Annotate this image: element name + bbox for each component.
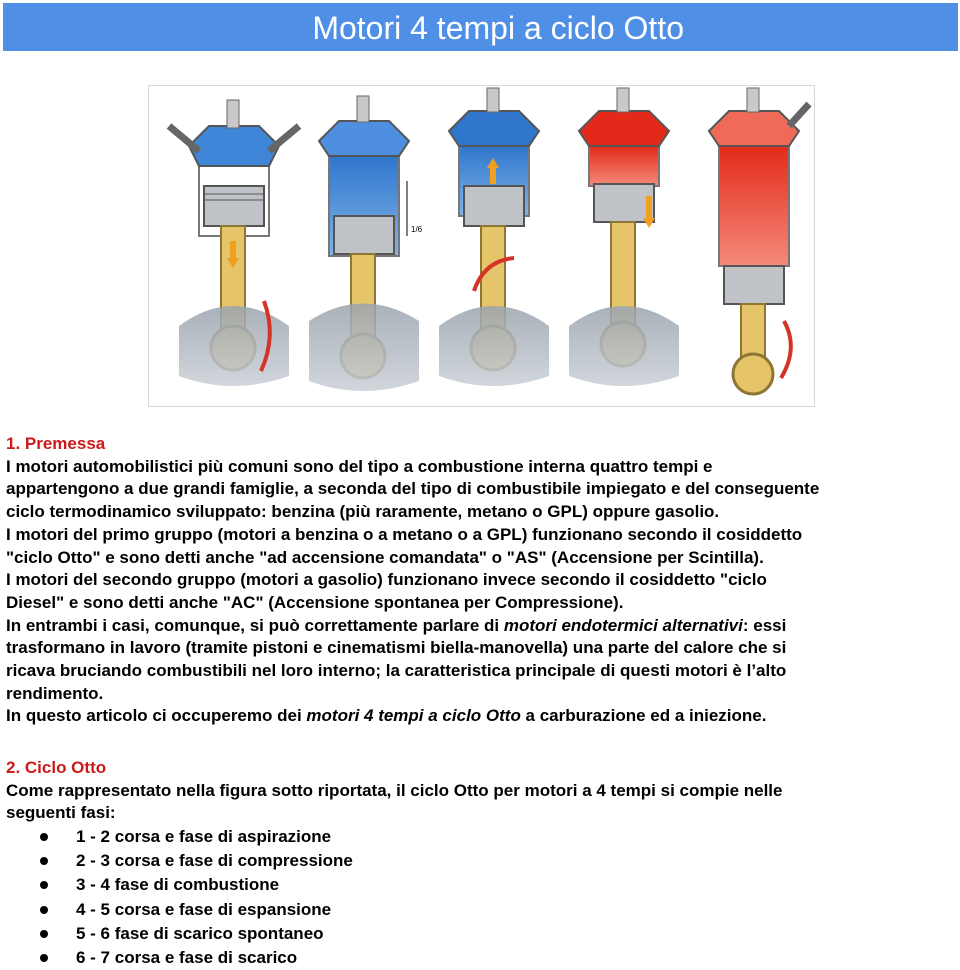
list-item-label: 1 - 2 corsa e fase di aspirazione	[76, 827, 332, 846]
list-item-label: 4 - 5 corsa e fase di espansione	[76, 899, 332, 919]
list-item	[38, 849, 638, 873]
paragraph-line-article	[6, 705, 956, 728]
paragraph-line: I motori automobilistici più comuni sono del tipo a combustione interna quattro tempi e	[6, 456, 713, 476]
text-segment: a carburazione ed a iniezione.	[520, 706, 767, 726]
list-item	[38, 922, 638, 946]
cylinder-compressed	[439, 88, 549, 386]
paragraph-line: Come rappresentato nella figura sotto riportata, il ciclo Otto per motori a 4 tempi si compie nelle	[6, 780, 783, 800]
section-premessa	[6, 433, 956, 728]
bullet-icon	[40, 881, 48, 889]
italic-term: motori 4 tempi a ciclo Otto	[306, 706, 521, 726]
bullet-icon	[40, 833, 48, 841]
list-item	[38, 873, 638, 897]
title-bar	[3, 3, 958, 51]
list-item-label: 5 - 6 fase di scarico spontaneo	[76, 923, 324, 943]
list-item	[38, 825, 638, 849]
text-segment: In questo articolo ci occuperemo dei	[6, 706, 307, 726]
list-item-label: 3 - 4 fase di combustione	[76, 875, 280, 895]
cylinder-intake	[169, 100, 299, 386]
list-item-label: 6 - 7 corsa e fase di scarico	[76, 947, 298, 967]
page-title: Motori 4 tempi a ciclo Otto	[312, 10, 684, 46]
paragraph-line: ciclo termodinamico sviluppato: benzina (più raramente, metano o GPL) oppure gasolio.	[6, 502, 720, 522]
paragraph-line-endothermic	[6, 615, 956, 638]
cycle-phase-list	[38, 825, 638, 970]
bullet-icon	[40, 906, 48, 914]
section-heading-premessa: 1. Premessa	[6, 434, 106, 453]
paragraph-line: ricava bruciando combustibili nel loro interno; la caratteristica principale di questi motori è l’alto	[6, 661, 787, 681]
paragraph-line: I motori del primo gruppo (motori a benzina o a metano o a GPL) funzionano secondo il cosiddetto	[6, 524, 803, 544]
cylinder-compression	[309, 96, 423, 391]
four-stroke-engine-figure	[148, 85, 815, 407]
text-segment: : essi	[742, 615, 787, 635]
paragraph-line: I motori del secondo gruppo (motori a gasolio) funzionano invece secondo il cosiddetto "ciclo	[6, 570, 767, 590]
italic-term: motori endotermici alternativi	[503, 615, 743, 635]
list-item-label: 2 - 3 corsa e fase di compressione	[76, 851, 353, 871]
paragraph-line: rendimento.	[6, 683, 104, 703]
list-item	[38, 898, 638, 922]
engine-cycle-illustration	[149, 86, 814, 406]
text-segment: In entrambi i casi, comunque, si può correttamente parlare di	[6, 615, 504, 635]
bullet-icon	[40, 930, 48, 938]
cylinder-expansion	[709, 88, 809, 394]
section-ciclo-otto	[6, 757, 956, 825]
section-heading-ciclo-otto: 2. Ciclo Otto	[6, 758, 107, 777]
list-item	[38, 946, 638, 970]
paragraph-line: seguenti fasi:	[6, 803, 116, 823]
paragraph-line: "ciclo Otto" e sono detti anche "ad accensione comandata" o "AS" (Accensione per Scintilla).	[6, 547, 764, 567]
paragraph-line: trasformano in lavoro (tramite pistoni e cinematismi biella-manovella) una parte del calore che si	[6, 638, 787, 658]
paragraph-line: appartengono a due grandi famiglie, a seconda del tipo di combustibile impiegato e del conseguente	[6, 479, 820, 499]
bullet-icon	[40, 954, 48, 962]
paragraph-line: Diesel" e sono detti anche "AC" (Accensione spontanea per Compressione).	[6, 592, 624, 612]
bullet-icon	[40, 857, 48, 865]
ratio-label: 1/6	[411, 225, 423, 234]
cylinder-combustion	[569, 88, 679, 386]
